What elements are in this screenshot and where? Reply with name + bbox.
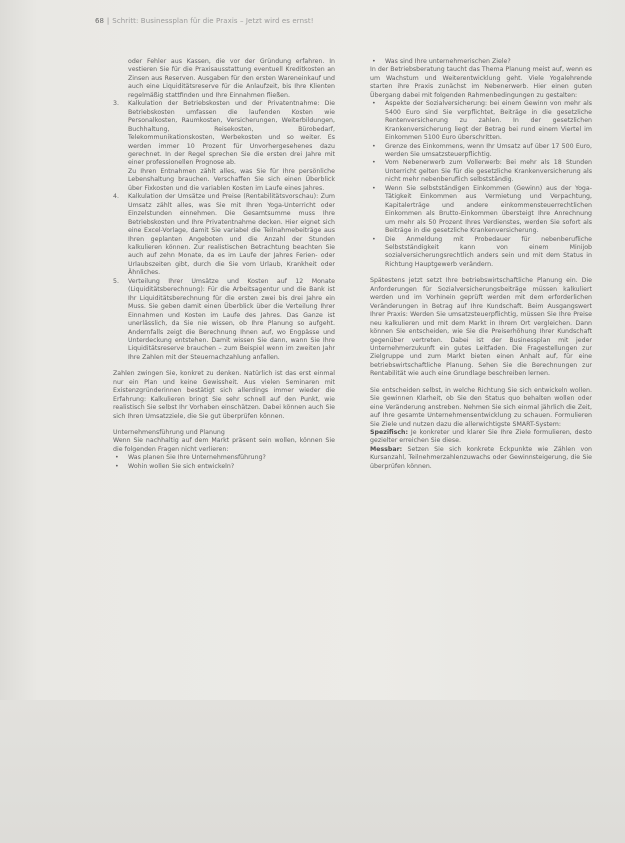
spacer <box>113 421 335 429</box>
middle-paragraph: Zahlen zwingen Sie, konkret zu denken. Natürlich ist das erst einmal nur ein Plan und keine Gewissheit. Aus vielen Seminaren mit Existenzgründerinnen bestätigt sich allerdings immer wieder die Erfahrung: Kalkulieren bringt Sie sehr schnell auf den Punkt, wie realistisch Sie selbst Ihr Vorhaben einschätzen. Dabei können auch Sie sich Ihren Umsatzziele, die Sie gut überprüfen können. <box>113 370 335 420</box>
item-number: 3. <box>113 100 119 108</box>
bullet-text: Grenze des Einkommens, wenn Ihr Umsatz auf über 17 500 Euro, werden Sie umsatzsteuerpflichtig. <box>385 142 592 158</box>
bullet-text: Wenn Sie selbstständigen Einkommen (Gewinn) aus der Yoga-Tätigkeit Einkommen aus Vermietung und Verpachtung, Kapitalerträge und andere einkommensteuerrechtlichen Einkommen als Brutto-Einkommen übersteigt Ihre Anrechnung um mehr als 50 Prozent Ihres Verdienstes, werden Sie sofort als Beiträge in die gesetzliche Krankenversicherung. <box>385 184 592 235</box>
numbered-item-5 <box>113 278 335 363</box>
bullet-icon: • <box>372 142 376 150</box>
bullet-text: Was sind Ihre unternehmerischen Ziele? <box>385 58 511 65</box>
item-paragraph: Kalkulation der Umsätze und Preise (Rentabilitätsvorschau): Zum Umsatz zählt alles, was Sie mit Ihren Yoga-Unterricht oder Einzelstunden einnehmen. Die Gesamtsumme muss Ihre Betriebskosten und Ihre Privatentnahme decken. Hier eignet sich eine Excel-Vorlage, damit Sie variabel die Teilnahmebeiträge aus Ihren geplanten Angeboten und die Anzahl der Stunden kalkulieren können. Zur realistischen Betrachtung beachten Sie auch auf zehn Monate, da es im Laufe der Jahres Ferien- oder Urlaubszeiten gibt, durch die Sie vom Urlaub, Krankheit oder Ähnliches. <box>128 193 335 277</box>
bullet-item <box>370 185 592 236</box>
definition-text: Setzen Sie sich konkrete Eckpunkte wie Zählen von Kursanzahl, Teilnehmerzahlenzuwachs oder Gewinnsteigerung, die Sie überprüfen können. <box>370 445 592 470</box>
bullet-icon: • <box>372 235 376 243</box>
bullet-item <box>113 454 335 462</box>
running-header <box>95 17 314 25</box>
bullet-icon: • <box>115 454 119 462</box>
numbered-item-4 <box>113 193 335 278</box>
bullet-item <box>370 159 592 184</box>
paragraph-planning: Spätestens jetzt setzt Ihre betriebswirtschaftliche Planung ein. Die Anforderungen für Sozialversicherungsbeiträge müssen kalkuliert werden und im Vorhinein geprüft werden mit dem erforderlichen Veränderungen in Betrag auf Ihre Kundschaft. Beim Ausgangswert Ihrer Praxis: Werden Sie umsatzsteuerpflichtig, müssen Sie Ihre Preise neu kalkulieren und mit dem Markt in Ihrem Ort vergleichen. Dann können Sie entscheiden, wie Sie die Preiserhöhung Ihrer Kundschaft gegenüber vertreten. Dabei ist der Businessplan mit jeder Unternehmerzukunft ein gutes Leitfaden. Die Fragestellungen zur Zielgruppe und zum Markt bieten einen Anhalt auf, für eine betriebswirtschaftliche Planung. Sehen Sie die Berechnungen zur Rentabilität wie auch eine Grundlage beschreiben lernen. <box>370 277 592 378</box>
bullet-icon: • <box>372 159 376 167</box>
spacer <box>370 269 592 277</box>
bullet-item <box>113 463 335 471</box>
bullet-item <box>370 100 592 142</box>
numbered-item-3 <box>113 100 335 193</box>
bullet-icon: • <box>372 58 376 65</box>
item-paragraph: Zu Ihren Entnahmen zählt alles, was Sie für Ihre persönliche Lebenshaltung brauchen. Verschaffen Sie sich einen Überblick über Fixkosten und die variablen Kosten im Laufe eines Jahres. <box>128 167 335 192</box>
paragraph-smart: Sie entscheiden selbst, in welche Richtung Sie sich entwickeln wollen. Sie gewinnen Klarheit, ob Sie den Status quo behalten wollen oder eine Veränderung anstreben. Nehmen Sie sich einmal jährlich die Zeit, auf Ihre gesamte Unternehmensentwicklung zu schauen. Formulieren Sie Ziele und nutzen dazu die allerwichtigste SMART-System: <box>370 386 592 428</box>
page-number: 68 <box>95 17 104 25</box>
spacer <box>113 362 335 370</box>
subheading-text: Wenn Sie nachhaltig auf dem Markt präsent sein wollen, können Sie die folgenden Fragen nicht verlieren: <box>113 437 335 453</box>
left-column <box>113 58 335 471</box>
bullet-icon: • <box>115 462 119 470</box>
definition-item <box>370 429 592 446</box>
header-title: Schritt: Businessplan für die Praxis – Jetzt wird es ernst! <box>112 17 314 25</box>
header-separator: | <box>106 17 110 25</box>
bullet-icon: • <box>372 184 376 192</box>
definition-text: Je konkreter und klarer Sie Ihre Ziele formulieren, desto gezielter erreichen Sie diese. <box>370 429 592 445</box>
bullet-text: Aspekte der Sozialversicherung: bei einem Gewinn von mehr als 5400 Euro sind Sie verpflichtet, Beiträge in die gesetzliche Rentenversicherung zu zahlen. In der gesetzlichen Krankenversicherung liegt der Betrag bei rund einem Viertel im Einkommen 5100 Euro überschritten. <box>385 100 592 142</box>
section-subheading: Unternehmensführung und Planung <box>113 429 225 437</box>
bullet-text: Vom Nebenerwerb zum Vollerwerb: Bei mehr als 18 Stunden Unterricht gelten Sie für die gesetzliche Krankenversicherung als nicht mehr nebenberuflich selbstständig. <box>385 159 592 184</box>
bullet-icon: • <box>372 100 376 108</box>
page-bottom-shadow <box>0 700 625 843</box>
definition-item <box>370 446 592 471</box>
bullet-item <box>370 58 592 66</box>
right-column <box>370 58 592 471</box>
spacer <box>370 379 592 387</box>
item-number: 5. <box>113 277 119 285</box>
bullet-item <box>370 236 592 270</box>
definition-term: Messbar: <box>370 445 403 453</box>
definition-term: Spezifisch: <box>370 429 409 437</box>
bullet-item <box>370 143 592 160</box>
item-paragraph: Verteilung Ihrer Umsätze und Kosten auf 12 Monate (Liquiditätsberechnung): Für die Arbeitsagentur und die Bank ist Ihr Liquiditätsberechnung für die ersten zwei bis drei Jahre ein Muss. Sie geben damit einen Überblick über die Verteilung Ihrer Einnahmen und Kosten im Laufe des Jahres. Das Ganze ist unerlässlich, da Sie nie wissen, ob Ihre Planung so aufgeht. Andernfalls zeigt die Berechnung Ihnen auf, wo Engpässe und Unterdeckung entstehen. Damit wissen Sie dann, wann Sie Ihre Liquiditätsreserve brauchen – zum Beispiel wenn im zweiten Jahr Ihre Zahlen mit der Steuernachzahlung anfallen. <box>128 277 335 361</box>
intro-paragraph: In der Betriebsberatung taucht das Thema Planung meist auf, wenn es um Wachstum und Weiterentwicklung geht. Viele Yogalehrende starten ihre Praxis zunächst im Nebenerwerb. Hier einen guten Übergang dabei mit folgenden Rahmenbedingungen zu gestalten: <box>370 66 592 99</box>
list-item-continuation <box>113 58 335 100</box>
item-paragraph: Kalkulation der Betriebskosten und der Privatentnahme: Die Betriebskosten umfassen die laufenden Kosten wie Personalkosten, Raumkosten, Versicherungen, Weiterbildungen, Buchhaltung, Reisekosten, Bürobedarf, Telekommunikationskosten, Werbekosten und so weiter. Es werden immer 10 Prozent für Unvorhergesehenes dazu gerechnet. In der Regel sprechen Sie die ersten drei Jahre mit einer professionellen Prognose ab. <box>128 100 335 167</box>
item-number: 4. <box>113 193 119 201</box>
bullet-text: Was planen Sie Ihre Unternehmensführung? <box>128 454 266 462</box>
bullet-text: Die Anmeldung mit Probedauer für nebenberufliche Selbstständigkeit kann von einem Minijob sozialversicherungsrechtlich anders sein und mit dem Status in Richtung Hauptgewerb verändern. <box>385 235 592 268</box>
opening-paragraph: oder Fehler aus Kassen, die vor der Gründung erfahren. In vestieren Sie für die Praxisausstattung eventuell Kreditkosten an Zinsen aus Reserven. Ausgaben für den ersten Wareneinkauf und auch eine Liquiditätsreserve für die Anlaufzeit, bis Ihre Klienten regelmäßig stattfinden und Ihre Einnahmen fließen. <box>128 58 335 99</box>
bullet-text: Wohin wollen Sie sich entwickeln? <box>128 462 235 470</box>
